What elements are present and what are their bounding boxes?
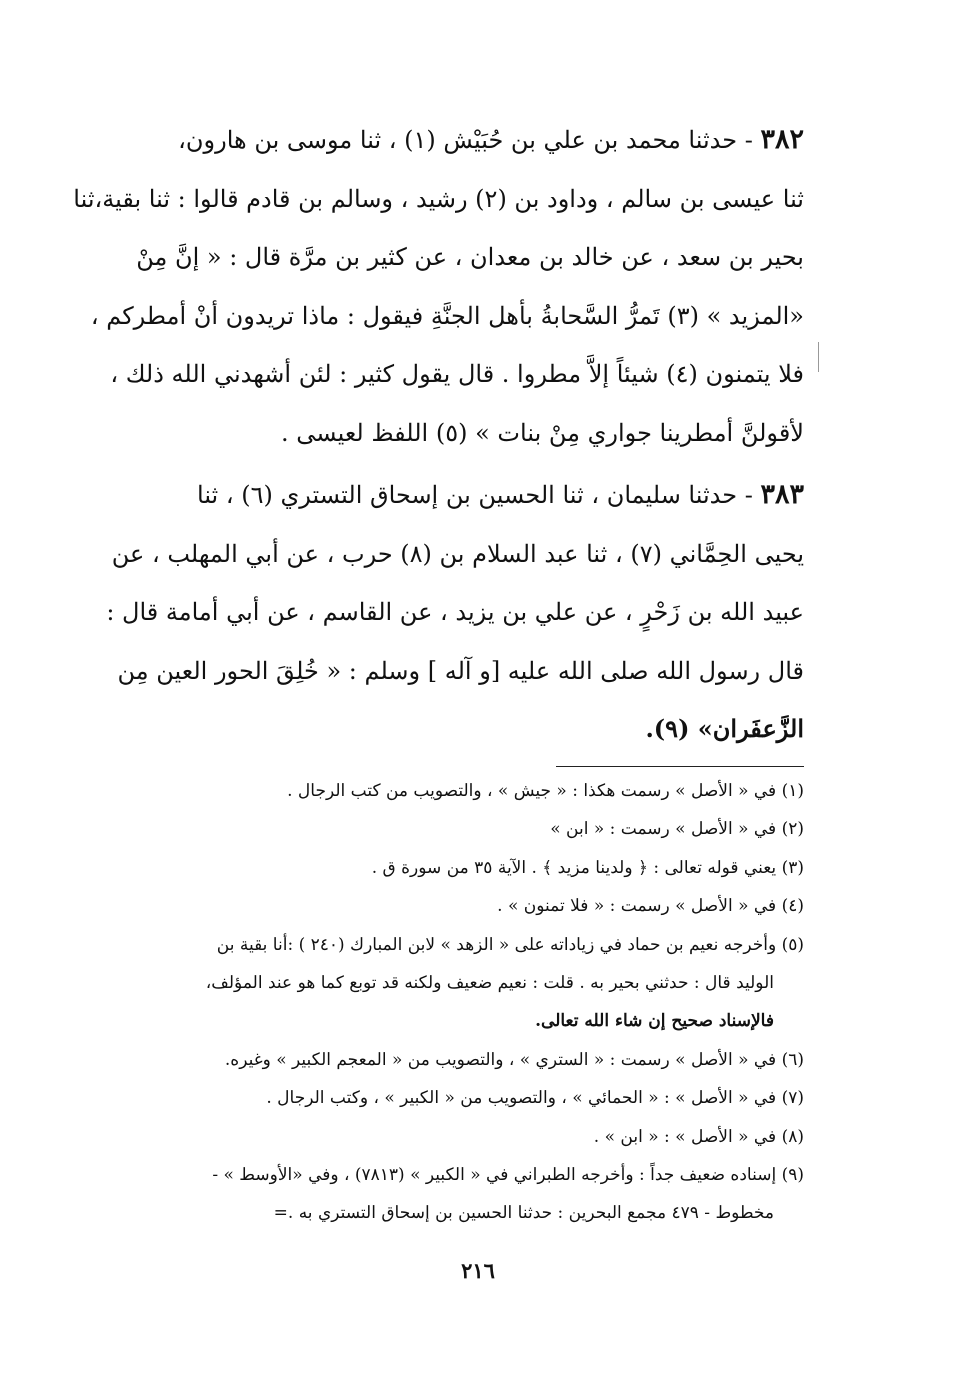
hadith-383-line-3: عبيد الله بن زَحْرٍ ، عن علي بن يزيد ، عن القاسم ، عن أبي أمامة قال : xyxy=(106,598,804,626)
footnotes xyxy=(126,772,804,1233)
footnote-9-cont: مخطوط - ٤٧٩ مجمع البحرين : حدثنا الحسين بن إسحاق التستري به .= xyxy=(273,1203,774,1224)
footnote-6: (٦) في « الأصل » رسمت : « الستري » ، والتصويب من « المعجم الكبير » وغيره. xyxy=(224,1049,804,1070)
hadith-383-line-1 xyxy=(126,466,804,525)
footnote-5: (٥) وأخرجه نعيم بن حماد في زياداته على « الزهد » لابن المبارك (٢٤٠ ) :أنا بقية بن xyxy=(216,934,804,955)
page-number: ٢١٦ xyxy=(461,1258,495,1283)
hadith-383-line-2: يحيى الحِمَّاني (٧) ، ثنا عبد السلام بن (٨) حرب ، عن أبي المهلب ، عن xyxy=(111,539,804,568)
hadith-383-line-5: الزَّعفَران» (٩). xyxy=(645,714,804,743)
hadith-382-line-2: ثنا عيسى بن سالم ، وداود بن (٢) رشيد ، وسالم بن قادم قالوا : ثنا بقية،ثنا xyxy=(73,184,804,213)
hadith-382-line-3: بحير بن سعد ، عن خالد بن معدان ، عن كثير بن مرَّة قال : « إنَّ مِنْ xyxy=(136,243,804,271)
hadith-383-line-4: قال رسول الله صلى الله عليه [و آله ] وسلم : « خُلِقَ الحور العين مِن xyxy=(117,656,804,685)
hadith-382-line-4: «المزيد » (٣) تَمرُّ السَّحابةُ بأهل الجنَّةِ فيقول : ماذا تريدون أنْ أمطركم ، xyxy=(90,301,804,330)
hadith-382-line-6: لأقولنَّ أمطرينا جواري مِنْ بنات » (٥) اللفظ لعيسى . xyxy=(280,418,804,447)
footnote-9: (٩) إسناده ضعيف جداً : وأخرجه الطبراني في « الكبير » (٧٨١٣) ، وفي «الأوسط » - xyxy=(212,1164,804,1185)
footnote-5-cont: الوليد قال : حدثني بحير به . قلت : نعيم ضعيف ولكنه قد توبع كما هو عند المؤلف، xyxy=(205,972,774,993)
hadith-382-line-5: فلا يتمنون (٤) شيئاً إلاَّ مطروا . قال يقول كثير : لئن أشهدني الله ذلك ، xyxy=(110,360,804,388)
hadith-382-line-1 xyxy=(126,111,804,170)
footnote-8: (٨) في « الأصل » : « ابن » . xyxy=(593,1126,804,1147)
hadith-text: - حدثنا محمد بن علي بن حُبَيْش (١) ، ثنا موسى بن هارون، xyxy=(178,126,753,154)
footnote-1: (١) في « الأصل » رسمت هكذا : « جيش » ، والتصويب من كتب الرجال . xyxy=(287,781,804,801)
hadith-382 xyxy=(73,111,804,462)
hadith-383 xyxy=(106,466,804,759)
footnote-2: (٢) في « الأصل » رسمت : « ابن » xyxy=(550,819,804,840)
hadith-number: ٣٨٢ xyxy=(760,124,804,155)
footnote-7: (٧) في « الأصل » : « الحمائي » ، والتصويب من « الكبير » ، وكتب الرجال . xyxy=(266,1088,804,1109)
margin-mark xyxy=(818,342,819,372)
hadith-text: - حدثنا سليمان ، ثنا الحسين بن إسحاق التستري (٦) ، ثنا xyxy=(197,481,753,509)
footnote-5-cont-2: فالإسناد صحيح إن شاء الله تعالى. xyxy=(535,1011,774,1032)
hadith-number: ٣٨٣ xyxy=(760,479,804,510)
footnote-3: (٣) يعني قوله تعالى : ﴿ ولدينا مزيد ﴾ . الآية ٣٥ من سورة ق . xyxy=(371,857,804,878)
footnote-separator xyxy=(556,766,804,767)
footnote-4: (٤) في « الأصل » رسمت : « فلا تمنون » . xyxy=(497,896,804,917)
